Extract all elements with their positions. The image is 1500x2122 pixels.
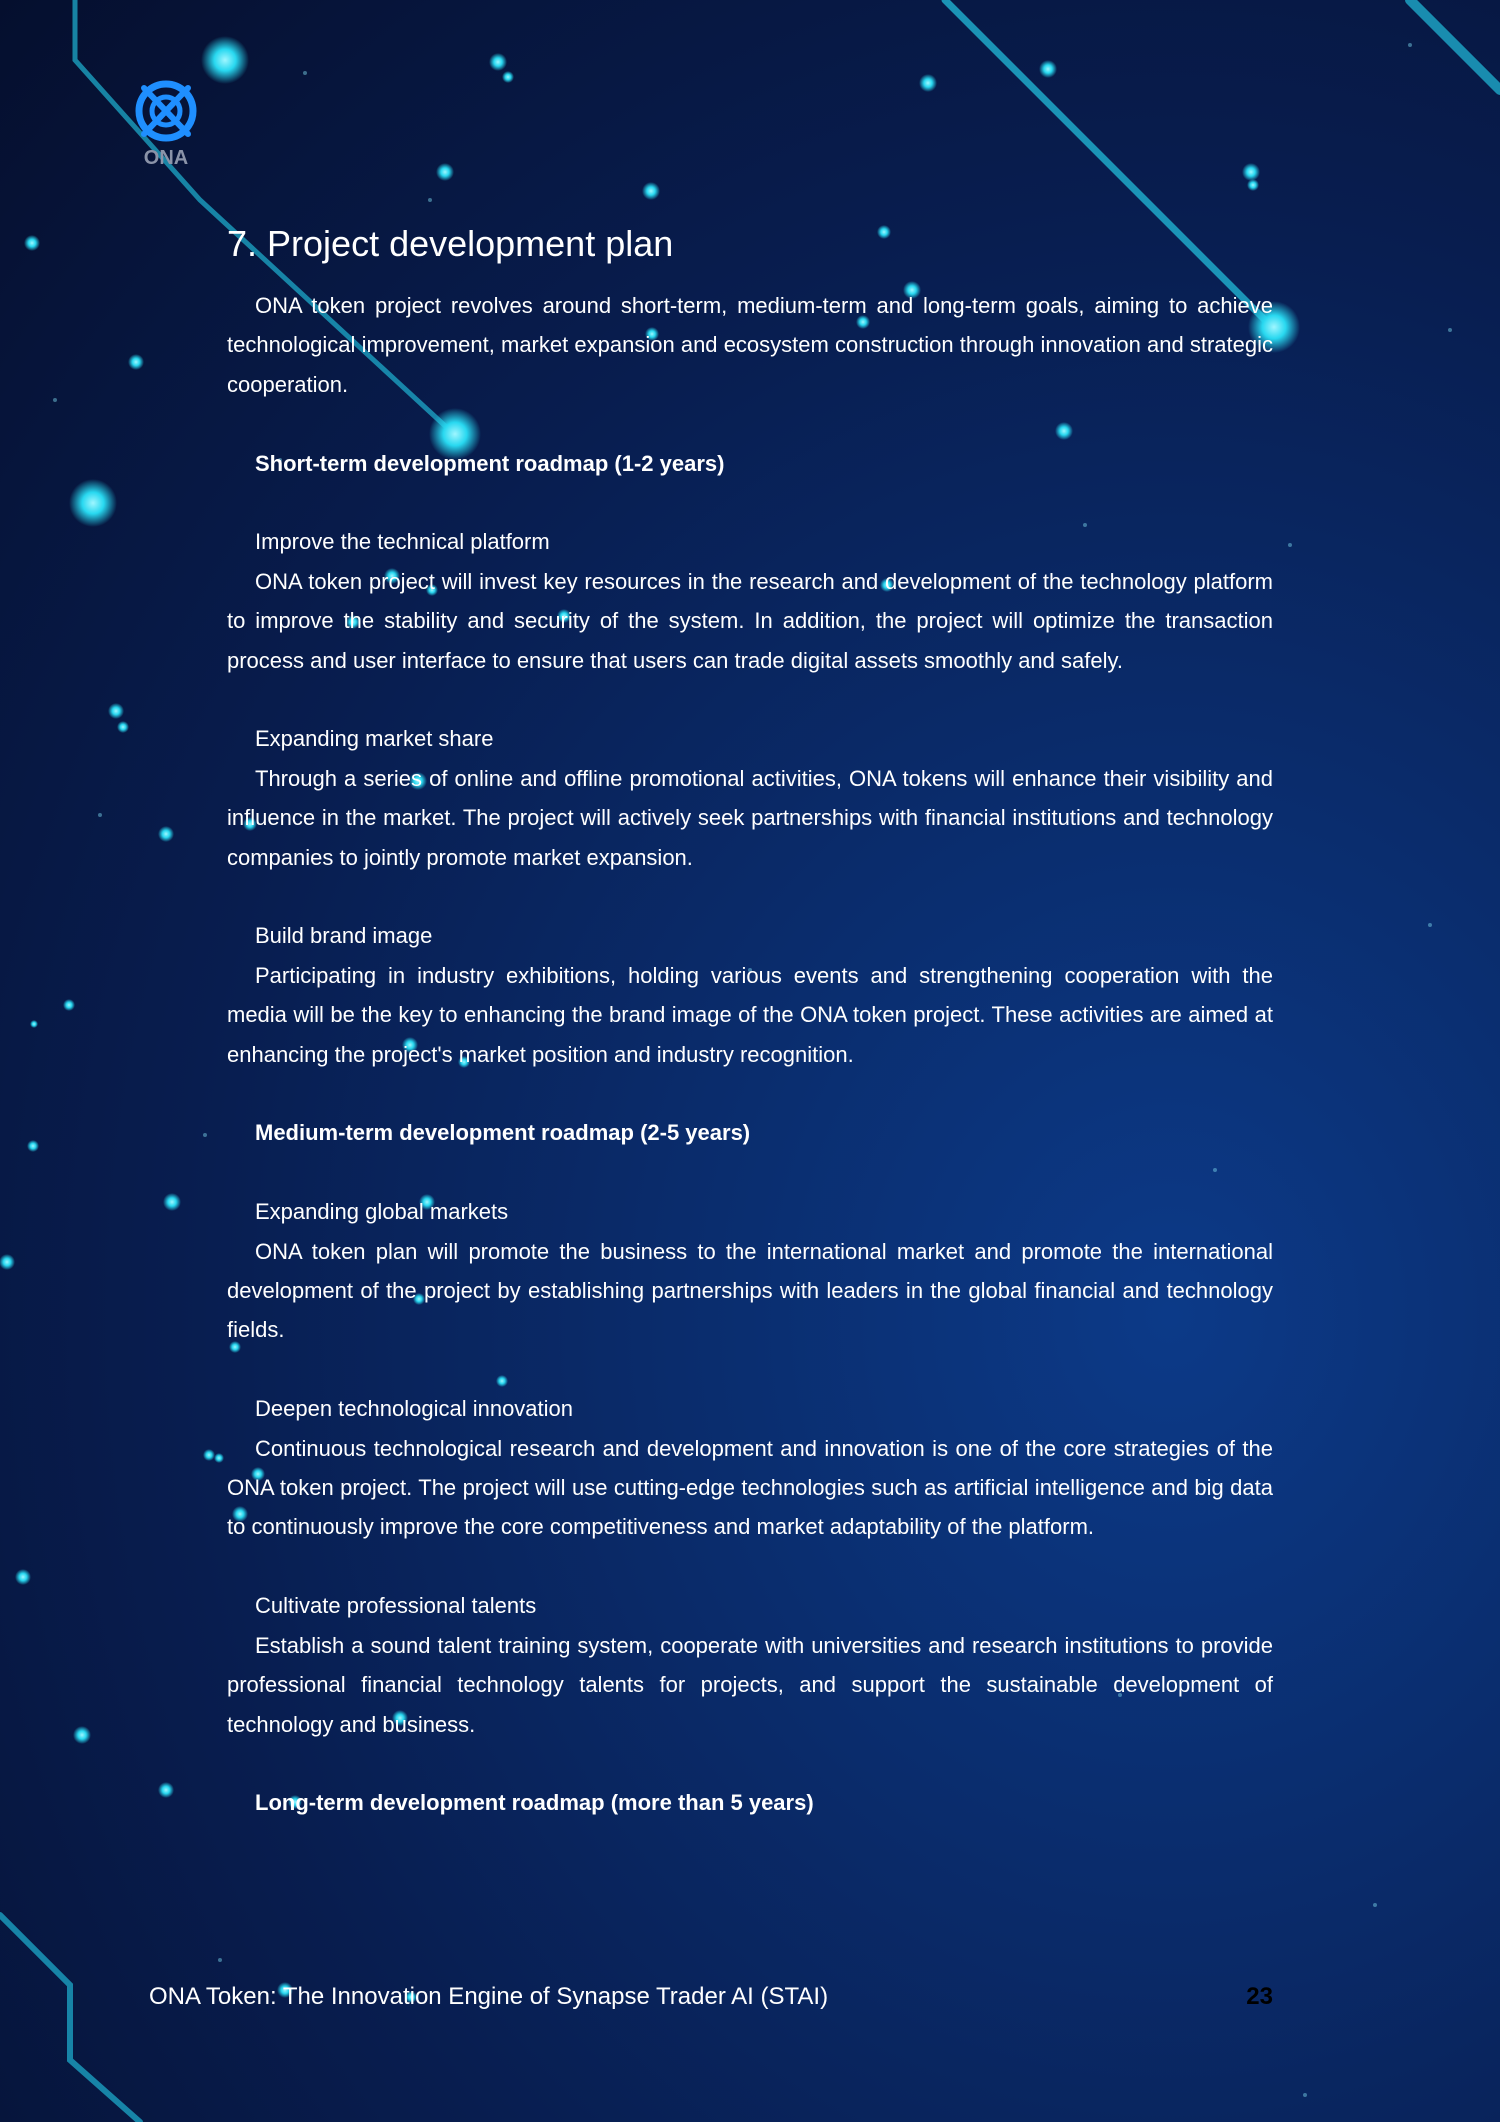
- page-number: 23: [1246, 1983, 1273, 2010]
- medium-term-item-3-title: Cultivate professional talents: [255, 1593, 537, 1619]
- page-title: 7. Project development plan: [227, 223, 674, 264]
- medium-term-item-1-title: Expanding global markets: [255, 1199, 509, 1225]
- logo-text: ONA: [143, 147, 189, 169]
- intro-paragraph: ONA token project revolves around short-term, medium-term and long-term goals, aiming to achieve technological improvement, market expansion and ecosystem construction through innovation and strategic cooperation.: [227, 293, 1273, 397]
- short-term-item-2-text: Through a series of online and offline promotional activities, ONA tokens will enhance their visibility and influence in the market. The project will actively seek partnerships with financial institutions and technology companies to jointly promote market expansion.: [227, 765, 1273, 870]
- medium-term-item-3-text: Establish a sound talent training system, cooperate with universities and research institutions to provide professional financial technology talents for projects, and support the sustainable development of technology and business.: [227, 1632, 1273, 1737]
- short-term-item-3-text: Participating in industry exhibitions, holding various events and strengthening cooperation with the media will be the key to enhancing the brand image of the ONA token project. These activities are aimed at enhancing the project's market position and industry recognition.: [227, 962, 1273, 1067]
- long-term-heading: Long-term development roadmap (more than 5 years): [255, 1790, 814, 1816]
- short-term-item-3-title: Build brand image: [255, 923, 433, 949]
- footer-title: ONA Token: The Innovation Engine of Synapse Trader AI (STAI): [149, 1983, 829, 2010]
- short-term-item-1-text: ONA token project will invest key resources in the research and development of the technology platform to improve the stability and security of the system. In addition, the project will optimize the transaction process and user interface to ensure that users can trade digital assets smoothly and safely.: [227, 568, 1273, 673]
- short-term-item-1-title: Improve the technical platform: [255, 529, 550, 555]
- document-body: [227, 220, 1273, 1862]
- medium-term-heading: Medium-term development roadmap (2-5 years): [255, 1120, 751, 1146]
- short-term-item-2-title: Expanding market share: [255, 726, 494, 752]
- ona-logo: [130, 74, 202, 170]
- medium-term-item-2-text: Continuous technological research and development and innovation is one of the core strategies of the ONA token project. The project will use cutting-edge technologies such as artificial intelligence and big data to continuously improve the core competitiveness and market adaptability of the platform.: [227, 1435, 1273, 1540]
- short-term-heading: Short-term development roadmap (1-2 years): [255, 450, 725, 476]
- medium-term-item-2-title: Deepen technological innovation: [255, 1396, 574, 1422]
- medium-term-item-1-text: ONA token plan will promote the business to the international market and promote the international development of the project by establishing partnerships with leaders in the global financial and technology fields.: [227, 1238, 1273, 1343]
